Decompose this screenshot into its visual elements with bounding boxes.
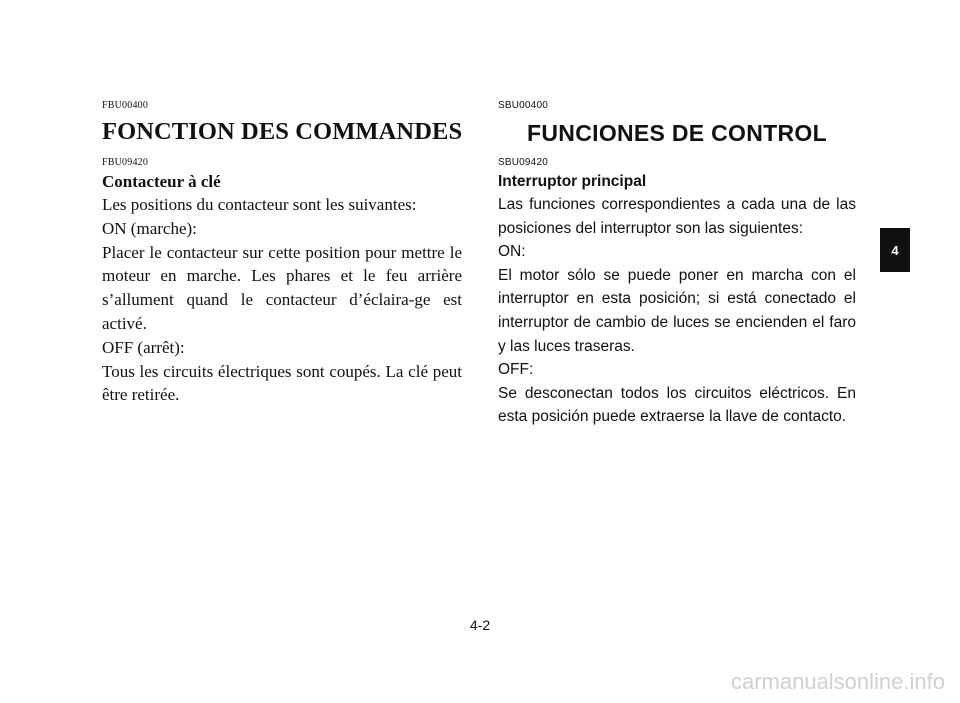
body-paragraph: Las funciones correspondientes a cada una de las posiciones del interruptor son las siguientes: (498, 196, 856, 237)
section-code: FBU00400 (102, 100, 149, 111)
spanish-column (498, 100, 856, 429)
subsection-heading: Interruptor principal (498, 173, 647, 190)
body-paragraph: El motor sólo se puede poner en marcha con el interruptor en esta posición; si está conectado el interruptor de cambio de luces se encienden el faro y las luces traseras. (498, 266, 856, 355)
french-column (102, 100, 462, 407)
watermark: carmanualsonline.info (730, 669, 945, 694)
section-title: FUNCIONES DE CONTROL (527, 120, 827, 146)
subsection-heading: Contacteur à clé (102, 172, 221, 191)
position-label-off: OFF (arrêt): (102, 337, 185, 357)
body-paragraph: Placer le contacteur sur cette position pour mettre le moteur en marche. Les phares et le feu arrière s’allument quand le contacteur d’éclaira-ge est activé. (102, 242, 462, 333)
position-label-off: OFF: (498, 361, 534, 379)
chapter-tab: 4 (880, 228, 910, 272)
section-title: FONCTION DES COMMANDES (102, 118, 463, 145)
position-label-on: ON: (498, 243, 526, 261)
position-label-on: ON (marche): (102, 218, 197, 238)
body-paragraph: Se desconectan todos los circuitos eléctricos. En esta posición puede extraerse la llave de contacto. (498, 384, 856, 426)
page-number: 4-2 (469, 617, 491, 633)
body-paragraph: Tous les circuits électriques sont coupés. La clé peut être retirée. (102, 361, 462, 405)
body-paragraph: Les positions du contacteur sont les suivantes: (102, 195, 417, 214)
subsection-code: SBU09420 (498, 157, 548, 168)
subsection-code: FBU09420 (102, 157, 149, 168)
section-code: SBU00400 (498, 100, 548, 111)
